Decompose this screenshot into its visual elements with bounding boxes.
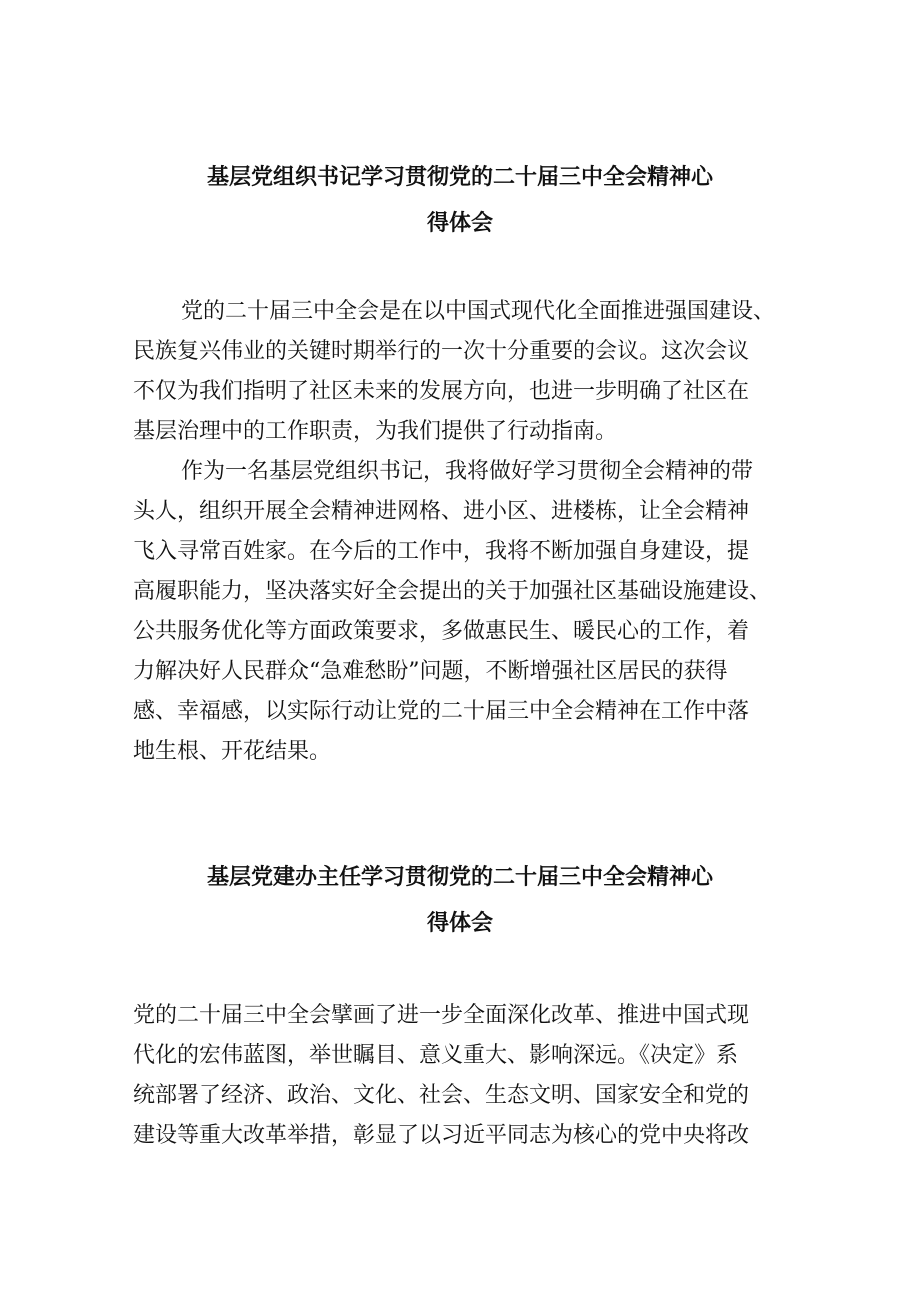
- paragraph-line: 感、幸福感，以实际行动让党的二十届三中全会精神在工作中落: [133, 699, 750, 724]
- article-1-title: [130, 155, 790, 247]
- paragraph-line: 作为一名基层党组织书记，我将做好学习贯彻全会精神的带: [181, 459, 754, 484]
- paragraph-line: 公共服务优化等方面政策要求，多做惠民生、暖民心的工作，着: [133, 619, 750, 644]
- article-1-body: [133, 292, 793, 772]
- article-2-body: [133, 996, 793, 1156]
- article-1-title-line-2: 得体会: [426, 211, 493, 236]
- paragraph-line: 民族复兴伟业的关键时期举行的一次十分重要的会议。这次会议: [133, 339, 750, 364]
- paragraph-line: 建设等重大改革举措，彰显了以习近平同志为核心的党中央将改: [133, 1123, 750, 1148]
- paragraph-line: 高履职能力，坚决落实好全会提出的关于加强社区基础设施建设、: [133, 579, 772, 604]
- article-2-title-line-2: 得体会: [426, 911, 493, 936]
- paragraph-line: 统部署了经济、政治、文化、社会、生态文明、国家安全和党的: [133, 1083, 750, 1108]
- paragraph-line: 不仅为我们指明了社区未来的发展方向，也进一步明确了社区在: [133, 379, 750, 404]
- article-2-title-line-1: 基层党建办主任学习贯彻党的二十届三中全会精神心: [206, 865, 713, 890]
- paragraph-line: 地生根、开花结果。: [133, 739, 332, 764]
- paragraph-line: 力解决好人民群众“急难愁盼”问题，不断增强社区居民的获得: [133, 659, 728, 684]
- article-1-title-line-1: 基层党组织书记学习贯彻党的二十届三中全会精神心: [206, 165, 713, 190]
- paragraph-line: 代化的宏伟蓝图，举世瞩目、意义重大、影响深远。《决定》系: [133, 1043, 739, 1068]
- paragraph-line: 头人，组织开展全会精神进网格、进小区、进楼栋，让全会精神: [133, 499, 750, 524]
- paragraph-line: 飞入寻常百姓家。在今后的工作中，我将不断加强自身建设，提: [133, 539, 750, 564]
- article-2-title: [130, 855, 790, 947]
- paragraph-line: 党的二十届三中全会擘画了进一步全面深化改革、推进中国式现: [133, 1003, 750, 1028]
- paragraph-line: 基层治理中的工作职责，为我们提供了行动指南。: [133, 419, 618, 444]
- paragraph-line: 党的二十届三中全会是在以中国式现代化全面推进强国建设、: [181, 299, 776, 324]
